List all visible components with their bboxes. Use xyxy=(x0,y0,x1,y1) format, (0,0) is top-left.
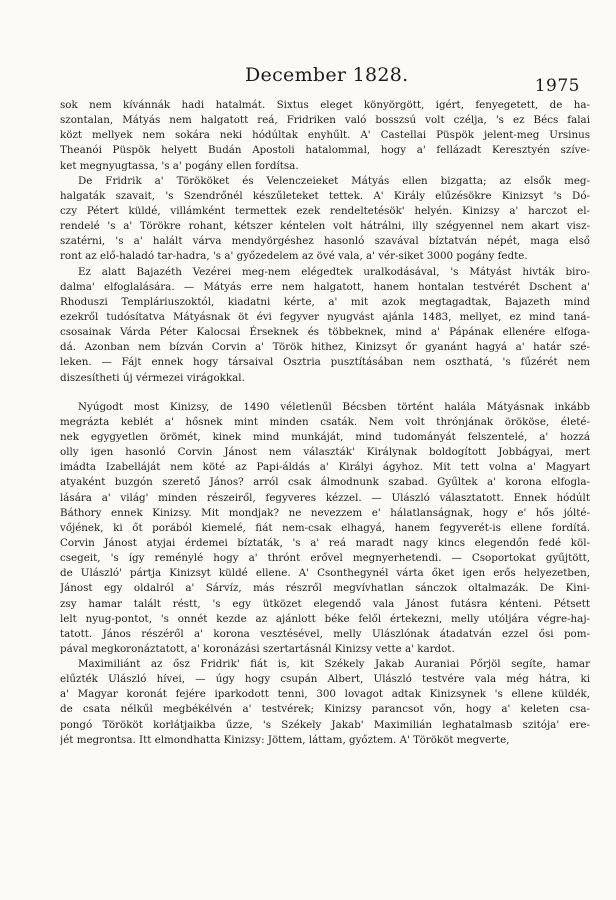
text-line: Corvin Jánost atyjai érdemei bíztaták, 's a' reá maradt nagy kincs elegendőn fedé köl- xyxy=(60,536,590,549)
page-number: 1975 xyxy=(534,76,580,96)
text-line: nek egygyetlen örömét, kinek mind munkáját, mind tudományát felszentelé, a' hozzá xyxy=(60,430,590,443)
paragraph xyxy=(60,98,590,174)
text-line: halgaták szavait, 's Szendrőnél készűleteket tettek. A' Király elűzésökre Kinizsyt 's Dó- xyxy=(60,189,590,202)
text-line: pongó Törököt korlátjaikba űzze, 's Székely Jakab' Maximilián leghatalmasb szitója' ere- xyxy=(60,718,590,731)
text-line: lására a' világ' minden részeiről, fegyveres kézzel. — Ulászló választatott. Ennek hódúlt xyxy=(60,491,590,504)
text-line: Maximiliánt az ősz Fridrik' fiát is, kit Székely Jakab Auraniai Pőrjöl segíte, hamar xyxy=(78,658,590,671)
text-line: De Fridrik a' Törököket és Velenczeieket Mátyás ellen bizgatta; az elsők meg- xyxy=(78,174,590,187)
text-line: közt mellyek nem sokára neki hódúltak enyhűlt. A' Castellai Püspök jelent-meg Ursinus xyxy=(60,129,590,142)
text-line: diszesítheti új vérmezei virágokkal. xyxy=(60,371,245,384)
paragraph xyxy=(60,174,590,265)
text-line: rendelé 's a' Törökre rohant, kétszer kéntelen volt hátrálni, illy szégyennel nem akart visz- xyxy=(60,220,590,233)
text-line: leken. — Fájt ennek hogy társaival Osztria pusztításában nem oszthatá, 's fűzérét nem xyxy=(60,356,590,369)
text-line: olly igen hasonló Corvin Jánost nem választák' Királynak boldogított Jobbágyai, mert xyxy=(60,446,590,459)
paragraph-gap xyxy=(60,386,590,400)
text-line: Báthory ennek Kinizsy. Mit mondjak? ne nevezzem e' hálatlanságnak, hogy e' hős jólté- xyxy=(60,506,590,519)
text-line: a' Magyar koronát fejére iparkodott tenni, 300 lovagot adtak Kinizsynek 's ellene küldék, xyxy=(60,688,590,701)
text-line: vőjének, ki őt porából kiemelé, fiát nem-csak elhagyá, hanem fegyverét-is ellene fordítá. xyxy=(60,521,590,534)
text-line: atyaként buzgón szerető János? arról csak álmodnunk szabad. Gyűltek a' korona elfogla- xyxy=(60,476,590,489)
text-line: szatérni, 's a' halált várva mendyörgéshez hasonló szavával bíztatván népét, maga első xyxy=(60,235,590,248)
body-text xyxy=(60,98,590,748)
text-line: imádta Izabelláját nem köté az Papi-áldás a' Királyi ágyhoz. Mit tett volna a' Magyart xyxy=(60,461,590,474)
text-line: zsy hamar talált réstt, 's egy ütközet elegendő vala Jánost futásra kénteni. Pétsett xyxy=(60,597,590,610)
paragraph xyxy=(60,657,590,748)
running-title: December 1828. xyxy=(245,64,409,86)
text-line: ezekről tudósítatva Mátyásnak öt évi fegyver nyugvást ajánla 1483, mellyet, ez mind taná- xyxy=(60,310,590,323)
text-line: szontalan, Mátyás nem halgatott reá, Fridriken való bosszsú volt czélja, 's ez Bécs falai xyxy=(60,114,590,127)
text-line: sok nem kívánnák hadi hatalmát. Sixtus eleget könyörgött, igért, fenyegetett, de ha- xyxy=(60,99,590,111)
text-line: pával megkoronáztatott, a' koronázási szertartásnál Kinizsy vette a' kardot. xyxy=(60,642,455,655)
text-line: ront az elő-haladó tar-hadra, 's a' győzedelem az övé vala, a' vér-siket 3000 pogány fedte. xyxy=(60,250,528,263)
paragraph xyxy=(60,265,590,386)
text-line: megrázta keblét a' hősnek mint minden csaták. Nem volt thrónjának örököse, életé- xyxy=(60,415,590,428)
text-line: jét megrontsa. Itt elmondhatta Kinizsy: Jöttem, láttam, győztem. A' Törököt megverte, xyxy=(60,733,510,746)
text-line: de csata nélkűl megbékélvén a' testvérek; Kinizsy parancsot vőn, hogy a' keleten csa- xyxy=(60,703,590,716)
text-line: elűzték Ulászló hívei, — úgy hogy csupán Albert, Ulászló testvére vala még hátra, ki xyxy=(60,673,590,686)
text-line: dá. Azonban nem bízván Corvin a' Török hithez, Kinizsyt őr gyanánt hagyá a' határ szé- xyxy=(60,341,590,354)
text-line: Jánost egy oldalról a' Sárvíz, más részről megvívhatlan sánczok oltalmazák. De Kini- xyxy=(60,582,590,595)
paragraph xyxy=(60,400,590,657)
text-line: lelt nyug-pontot, 's onnét kezde az ajánlott béke felől értekezni, melly utóljára végre-haj- xyxy=(60,612,590,625)
text-line: tatott. János részéről a' korona vesztésével, melly Ulászlónak átadatván ezzel ősi pom- xyxy=(60,627,590,640)
text-line: csegeit, 's így reménylé hogy a' thrónt erővel megnyerhetendi. — Csoportokat gyűjtött, xyxy=(60,552,590,565)
text-line: Theanói Püspök helyett Budán Apostoli hatalommal, hogy a' fellázadt Keresztyén szíve- xyxy=(60,144,590,157)
text-line: ket megnyugtassa, 's a' pogány ellen fordítsa. xyxy=(60,159,299,172)
text-line: Ez alatt Bajazéth Vezérei meg-nem elégedtek uralkodásával, 's Mátyást hivták biro- xyxy=(78,265,590,278)
text-line: Rhoduszi Templáriuszoktól, kiadatni kérte, a' mit azok megtagadtak, Bajazeth mind xyxy=(60,295,590,308)
text-line: czy Pétert küldé, villámként termettek ezek rendeltetésök' helyén. Kinizsy a' harczot el- xyxy=(60,204,590,217)
text-line: Nyúgodt most Kinizsy, de 1490 véletlenűl Bécsben történt halála Mátyásnak inkább xyxy=(78,400,590,413)
text-line: dalma' elfoglalására. — Mátyás erre nem halgatott, hanem hontalan testvérét Dschent a' xyxy=(60,280,590,293)
text-line: csosainak Várda Péter Kalocsai Érseknek és többeknek, mind a' Pápának ellenére elfoga- xyxy=(60,326,590,339)
text-line: de Ulászló' pártja Kinizsyt küldé ellene. A' Csonthegynél várta őket igen erős helyezetben, xyxy=(60,567,590,580)
